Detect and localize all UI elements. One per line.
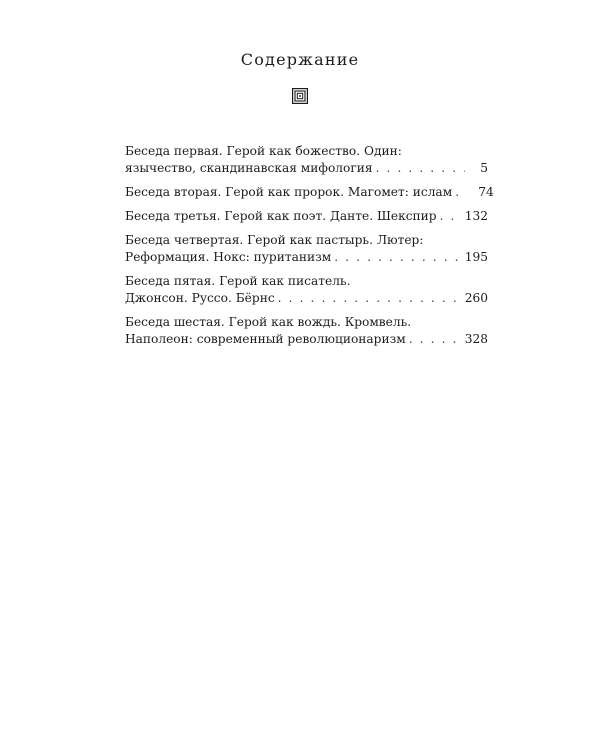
toc-entry-title-line2: Реформация. Нокс: пуританизм — [125, 250, 332, 264]
toc-entry-title-line1: Беседа шестая. Герой как вождь. Кромвель. — [125, 315, 412, 329]
dot-leader — [440, 208, 462, 225]
page-title: Содержание — [240, 50, 360, 69]
toc-entry-last-line — [125, 208, 488, 225]
dot-leader — [455, 184, 465, 201]
toc-entry-first-line — [125, 232, 488, 249]
toc-entry-4[interactable] — [125, 232, 488, 266]
toc-page-number: 195 — [464, 250, 488, 264]
square-spiral-ornament-icon — [292, 88, 308, 104]
toc-entry-title-line1: Беседа первая. Герой как божество. Один: — [125, 144, 402, 158]
toc-page-number: 5 — [480, 161, 488, 175]
dot-leader — [376, 160, 465, 177]
dot-leader — [409, 331, 462, 348]
toc-entry-5[interactable] — [125, 273, 488, 307]
toc-entry-last-line — [125, 290, 488, 307]
toc-entry-6[interactable] — [125, 314, 488, 348]
toc-entry-title-line2: Джонсон. Руссо. Бёрнс — [125, 291, 275, 305]
toc-entry-first-line — [125, 314, 488, 331]
toc-entry-title-line1: Беседа четвертая. Герой как пастырь. Лютер: — [125, 233, 424, 247]
toc-entry-last-line — [125, 331, 488, 348]
toc-entry-title-line1: Беседа пятая. Герой как писатель. — [125, 274, 351, 288]
dot-leader — [334, 249, 462, 266]
toc-entry-last-line — [125, 160, 488, 177]
toc-entry-title-line2: язычество, скандинавская мифология — [125, 161, 373, 175]
toc-page-number: 328 — [464, 332, 488, 346]
toc-entry-last-line — [125, 184, 494, 201]
toc-page-number: 260 — [464, 291, 488, 305]
toc-entry-last-line — [125, 249, 488, 266]
table-of-contents — [125, 143, 494, 355]
toc-entry-2[interactable] — [125, 184, 494, 201]
toc-entry-title: Беседа третья. Герой как поэт. Данте. Шекспир — [125, 209, 437, 223]
toc-page-number: 74 — [478, 185, 494, 199]
toc-entry-first-line — [125, 273, 488, 290]
toc-entry-3[interactable] — [125, 208, 488, 225]
toc-entry-1[interactable] — [125, 143, 488, 177]
toc-entry-first-line — [125, 143, 488, 160]
dot-leader — [278, 290, 462, 307]
toc-page-number: 132 — [464, 209, 488, 223]
toc-entry-title: Беседа вторая. Герой как пророк. Магомет: ислам — [125, 185, 453, 199]
toc-entry-title-line2: Наполеон: современный революционаризм — [125, 332, 406, 346]
